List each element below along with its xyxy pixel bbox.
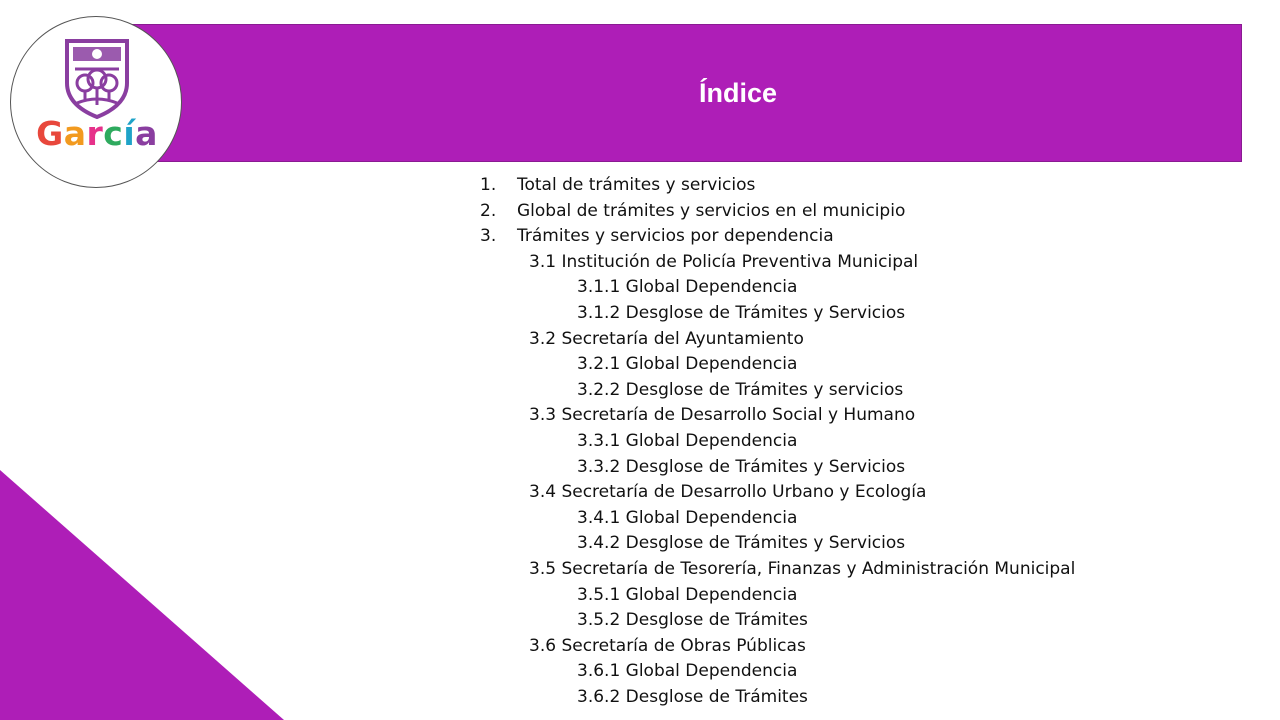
logo-letter: G (36, 114, 64, 153)
index-item-text: Global de trámites y servicios en el municipio (517, 200, 906, 221)
index-item-text: 3.3.2 Desglose de Trámites y Servicios (577, 456, 906, 477)
index-item-text: 3.5.1 Global Dependencia (577, 584, 798, 605)
index-item-text: 3.1.2 Desglose de Trámites y Servicios (577, 302, 906, 323)
index-item (480, 224, 1075, 250)
index-item (480, 659, 1075, 685)
corner-decoration (0, 470, 284, 720)
index-item-text: 3.2.2 Desglose de Trámites y servicios (577, 379, 904, 400)
index-item (480, 557, 1075, 583)
logo-letter: r (86, 114, 104, 153)
logo-letter: a (63, 114, 87, 153)
index-item-text: 3.3.1 Global Dependencia (577, 430, 798, 451)
index-item-number: 3. (480, 226, 497, 247)
index-item (480, 250, 1075, 276)
index-item (480, 506, 1075, 532)
shield-icon (63, 35, 131, 119)
index-item-text: Trámites y servicios por dependencia (517, 226, 834, 247)
index-list (480, 173, 1075, 710)
index-item (480, 275, 1075, 301)
index-item (480, 634, 1075, 660)
index-item (480, 352, 1075, 378)
index-item-number: 2. (480, 200, 497, 221)
logo-wordmark (11, 114, 183, 154)
index-item (480, 429, 1075, 455)
index-item-text: 3.2.1 Global Dependencia (577, 354, 798, 375)
index-item-text: 3.3 Secretaría de Desarrollo Social y Humano (529, 405, 916, 426)
index-item (480, 455, 1075, 481)
index-item-text: 3.4.1 Global Dependencia (577, 507, 798, 528)
index-item (480, 403, 1075, 429)
logo (10, 16, 182, 188)
index-item-number: 1. (480, 175, 497, 195)
logo-letter: í (123, 114, 136, 153)
index-item-text: 3.6.2 Desglose de Trámites (577, 686, 808, 707)
index-item-text: 3.5 Secretaría de Tesorería, Finanzas y Administración Municipal (529, 558, 1076, 579)
index-item (480, 531, 1075, 557)
index-item (480, 378, 1075, 404)
index-item (480, 199, 1075, 225)
logo-letter: a (135, 114, 158, 153)
logo-letter: c (103, 114, 124, 153)
index-item (480, 327, 1075, 353)
index-item-text: Total de trámites y servicios (517, 175, 756, 195)
page-title: Índice (698, 78, 778, 108)
index-item (480, 480, 1075, 506)
index-item-text: 3.6.1 Global Dependencia (577, 661, 798, 682)
index-item-text: 3.6 Secretaría de Obras Públicas (529, 635, 806, 656)
index-item-text: 3.4 Secretaría de Desarrollo Urbano y Ecología (529, 482, 927, 503)
index-item-text: 3.1.1 Global Dependencia (577, 277, 798, 298)
index-item (480, 583, 1075, 609)
index-item-text: 3.2 Secretaría del Ayuntamiento (529, 328, 804, 349)
index-item (480, 608, 1075, 634)
index-item (480, 301, 1075, 327)
index-item (480, 685, 1075, 711)
index-item-text: 3.1 Institución de Policía Preventiva Municipal (529, 251, 919, 272)
index-item-text: 3.5.2 Desglose de Trámites (577, 610, 808, 631)
index-item-text: 3.4.2 Desglose de Trámites y Servicios (577, 533, 906, 554)
index-item (480, 173, 1075, 199)
